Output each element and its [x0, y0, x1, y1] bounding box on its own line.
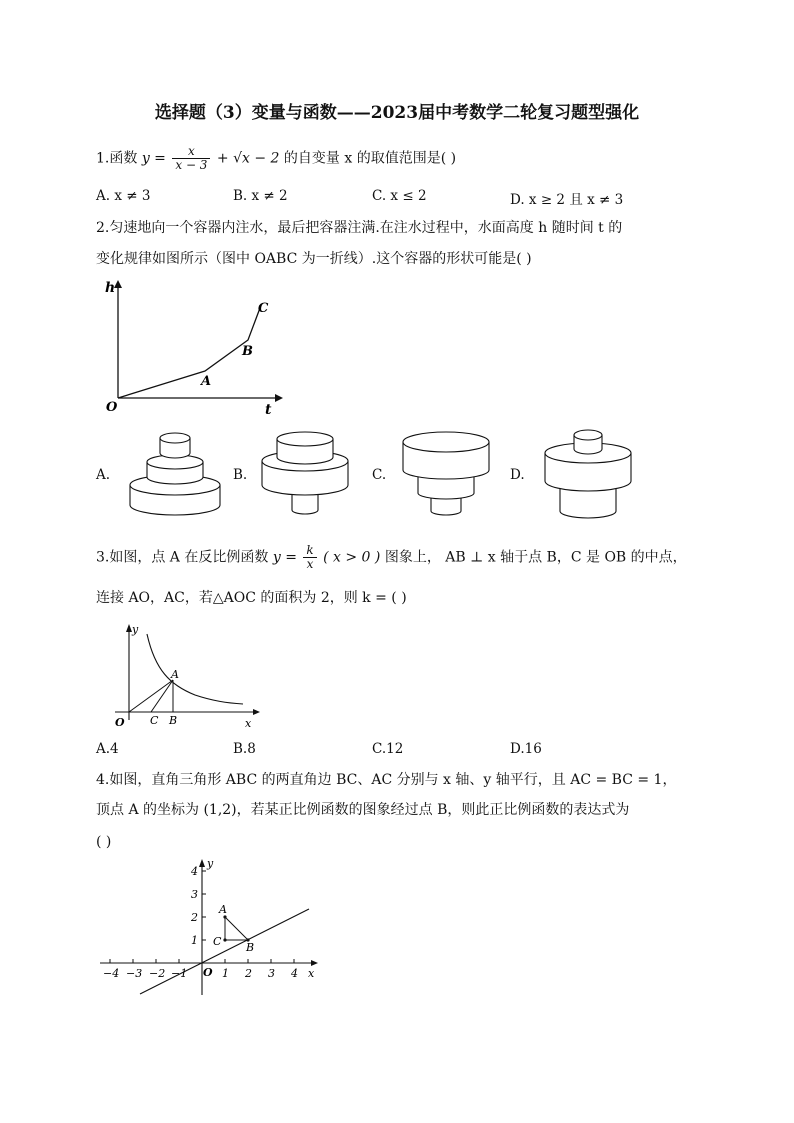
q2-label-a: A: [201, 374, 212, 389]
q4-xtick-3: 3: [268, 967, 275, 980]
q4-label-b: B: [246, 941, 255, 954]
q3-frac-num: k: [303, 544, 316, 558]
q4-ytick-3: 3: [191, 888, 198, 901]
q1-sqrt: + √x − 2: [216, 150, 280, 167]
q1-option-a: A. x ≠ 3: [96, 188, 151, 204]
q2-line2: 变化规律如图所示（图中 OABC 为一折线）.这个容器的形状可能是( ): [96, 251, 532, 267]
q2-option-c-container: [398, 425, 494, 520]
q4-y-arrow: [199, 859, 205, 867]
q3-option-b: B.8: [233, 741, 256, 757]
q3-line2: 连接 AO，AC，若△AOC 的面积为 2，则 k = ( ): [96, 590, 407, 606]
q4-label-o: O: [203, 966, 213, 979]
q2-option-b-label: B.: [233, 467, 248, 483]
q1-suffix: 的自变量 x 的取值范围是( ): [283, 150, 457, 167]
q4-ytick-4: 4: [191, 865, 198, 878]
q4-label-x: x: [308, 967, 315, 980]
q4-xtick-1: 1: [222, 967, 229, 980]
q4-graph: [95, 855, 325, 1000]
q4-line3: ( ): [96, 834, 112, 850]
q4-label-a: A: [219, 903, 227, 916]
q4-xtick-2: 2: [245, 967, 252, 980]
q2-h-arrow: [114, 280, 122, 288]
q1-frac-num: x: [172, 145, 210, 159]
q4-line2: 顶点 A 的坐标为 (1,2)，若某正比例函数的图象经过点 B，则此正比例函数的表达式为: [96, 802, 630, 818]
q3-label-b: B: [169, 714, 178, 727]
q2-option-b-container: [257, 427, 353, 522]
q1-prefix: 1.函数: [96, 150, 138, 167]
q3-label-y: y: [132, 623, 139, 636]
q3-x-arrow: [253, 709, 260, 715]
q4-line1: 4.如图，直角三角形 ABC 的两直角边 BC、AC 分别与 x 轴、y 轴平行，且 AC = BC = 1，: [96, 772, 677, 788]
q3-label-x: x: [245, 717, 252, 730]
q4-label-c: C: [213, 935, 222, 948]
q2-line1: 2.匀速地向一个容器内注水，最后把容器注满.在注水过程中，水面高度 h 随时间 t 的: [96, 220, 623, 236]
q3-segment-ao: [129, 680, 173, 712]
q4-xtick-neg4: −4: [103, 967, 120, 980]
q3-label-c: C: [150, 714, 159, 727]
q1-option-d: D. x ≥ 2 且 x ≠ 3: [510, 192, 624, 208]
q2-option-a-container: [125, 425, 225, 520]
q3-hyperbola: [147, 634, 243, 704]
q4-ytick-2: 2: [191, 911, 198, 924]
q4-xtick-neg3: −3: [126, 967, 143, 980]
q2-option-a-label: A.: [96, 467, 111, 483]
q2-label-c: C: [258, 301, 269, 316]
q4-xtick-neg1: −1: [171, 967, 188, 980]
q3-condition: ( x > 0 ): [323, 549, 381, 566]
q3-func-y: y =: [272, 549, 297, 566]
page-title: 选择题（3）变量与函数——2023届中考数学二轮复习题型强化: [154, 103, 640, 123]
q2-option-d-container: [540, 425, 636, 520]
q1-frac-den: x − 3: [175, 158, 208, 172]
q2-label-o: O: [106, 400, 118, 415]
q1-fraction: [172, 145, 210, 172]
q4-x-arrow: [311, 960, 318, 966]
q4-ytick-1: 1: [191, 934, 198, 947]
q4-point-c: [223, 938, 226, 941]
q2-label-h: h: [105, 280, 116, 296]
q4-xtick-4: 4: [291, 967, 298, 980]
q3-label-a: A: [171, 668, 179, 681]
q2-polyline-oabc: [118, 308, 260, 398]
q3-line1: [96, 544, 687, 571]
q3-option-d: D.16: [510, 741, 542, 757]
q2-label-t: t: [265, 402, 272, 418]
q3-option-c: C.12: [372, 741, 404, 757]
q2-t-arrow: [275, 394, 283, 402]
q1-option-b: B. x ≠ 2: [233, 188, 288, 204]
q3-option-a: A.4: [96, 741, 119, 757]
q4-xtick-neg2: −2: [149, 967, 166, 980]
q3-line1-prefix: 3.如图，点 A 在反比例函数: [96, 549, 269, 566]
q4-label-y: y: [207, 857, 214, 870]
q2-label-b: B: [242, 344, 253, 359]
q3-fraction: [303, 544, 316, 571]
q2-option-c-label: C.: [372, 467, 387, 483]
q3-graph: [95, 620, 265, 732]
q1-option-c: C. x ≤ 2: [372, 188, 427, 204]
q4-triangle-abc: [225, 917, 248, 940]
q2-graph: [100, 278, 290, 418]
q1-stem: [96, 145, 456, 172]
q3-line1-suffix: 图象上， AB ⊥ x 轴于点 B，C 是 OB 的中点，: [384, 549, 687, 566]
q3-label-o: O: [115, 716, 125, 729]
q3-frac-den: x: [306, 557, 314, 571]
q2-option-d-label: D.: [510, 467, 525, 483]
q3-segment-ac: [151, 680, 173, 712]
q1-y-eq: y =: [141, 150, 166, 167]
